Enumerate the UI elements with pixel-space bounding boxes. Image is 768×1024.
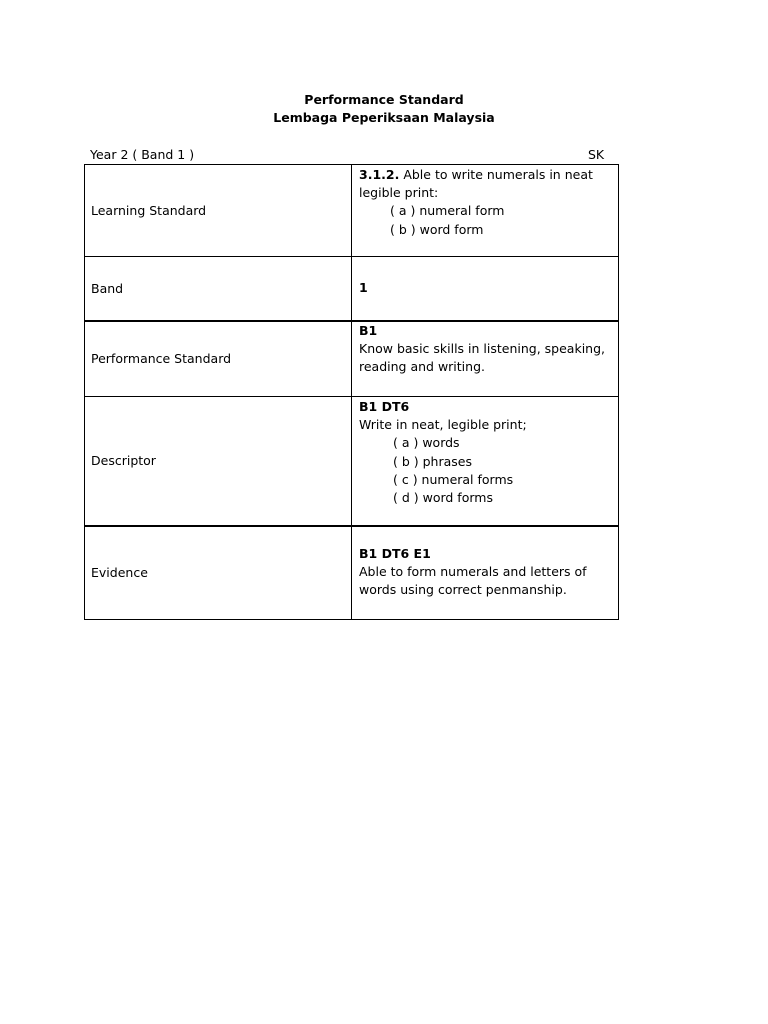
learning-standard-code: 3.1.2. [359,167,400,182]
list-item: ( c ) numeral forms [393,471,514,487]
evidence-content [353,527,618,619]
list-item: ( a ) words [393,435,460,451]
document-subtitle: Lembaga Peperiksaan Malaysia [273,110,495,125]
year-band-label: Year 2 ( Band 1 ) [90,147,195,162]
list-item: ( b ) word form [390,221,484,237]
performance-standard-content [353,322,618,396]
descriptor-content [353,397,618,525]
evidence-text-1: Able to form numerals and letters of [359,564,587,580]
descriptor-text-1: Write in neat, legible print; [359,417,527,433]
band-value: 1 [359,280,368,296]
band-content [353,257,618,320]
performance-standard-code: B1 [359,323,378,338]
table-row-performance-standard [84,322,619,397]
learning-standard-line1 [359,166,612,184]
row-label: Evidence [85,527,352,619]
learning-standard-text-1: Able to write numerals in neat [399,167,593,182]
row-label: Descriptor [85,397,352,525]
row-label: Band [85,257,352,320]
descriptor-code: B1 DT6 [359,399,410,414]
table-row-descriptor [84,397,619,527]
performance-standard-text-2: reading and writing. [359,359,485,375]
evidence-code: B1 DT6 E1 [359,546,431,561]
row-label: Performance Standard [85,322,352,396]
table-row-evidence [84,527,619,620]
list-item: ( d ) word forms [393,490,493,506]
table-row-band [84,257,619,322]
learning-standard-content [353,165,618,256]
row-label: Learning Standard [85,165,352,256]
learning-standard-text-2: legible print: [359,185,439,201]
list-item: ( b ) phrases [393,453,472,469]
performance-standard-text-1: Know basic skills in listening, speaking, [359,341,606,357]
school-type-label: SK [588,147,605,162]
table-row-learning-standard [84,164,619,257]
performance-standard-table [84,164,619,620]
evidence-text-2: words using correct penmanship. [359,582,567,598]
list-item: ( a ) numeral form [390,203,505,219]
document-title: Performance Standard [304,92,464,107]
